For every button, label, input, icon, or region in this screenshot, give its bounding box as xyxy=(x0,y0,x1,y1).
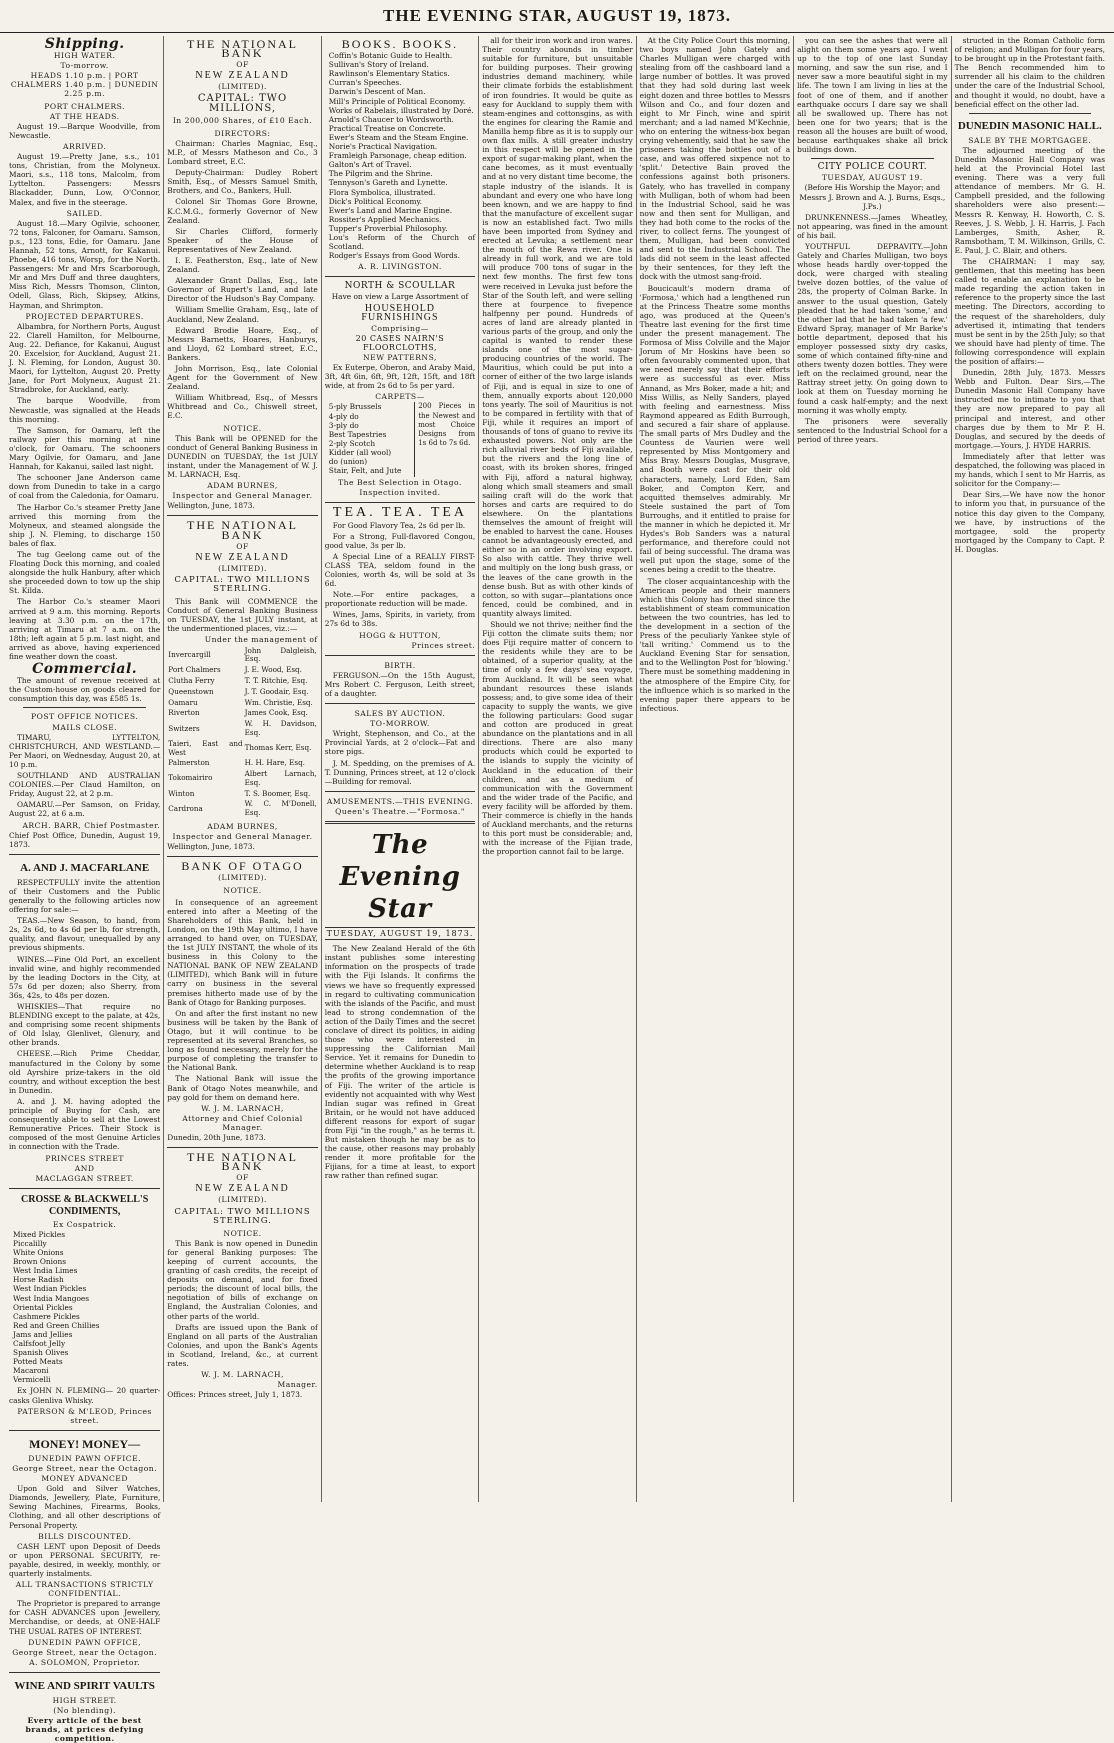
new-zealand-label: NEW ZEALAND xyxy=(195,551,290,563)
list-item: Arnold's Chaucer to Wordsworth. xyxy=(328,114,454,124)
shipping-text: The Harbor Co.'s steamer Pretty Jane arrived this morning from the Molyneux, and steamed alongside the ship J. N. Fleming, to discharge 150 bales of flax. xyxy=(9,502,161,548)
shipping-text: The Samson, for Oamaru, left the railway pier this morning at nine o'clock, for Oamaru. The schooners Mary Ogilvie, for Oamaru, and Jane Hannah, for Kakanui, sailed last night. xyxy=(9,425,161,472)
new-zealand-label: NEW ZEALAND xyxy=(195,1183,290,1195)
ad-text: WINES.—Fine Old Port, an excellent invalid wine, and highly recommended by the leading Doctors in the City, at 57s 6d per dozen; also Sherry, from 36s, 42s, to 48s per dozen. xyxy=(9,954,161,1000)
divider xyxy=(325,703,475,704)
ad-text: Upon Gold and Silver Watches, Diamonds, Jewellery, Plate, Furniture, Sewing Machines, Firearms, Books, Clothing, and all other descriptions of Personal Property. xyxy=(9,1484,161,1530)
agents-heading: Under the management of xyxy=(204,635,318,645)
list-item: Potted Meats xyxy=(13,1357,63,1367)
carpet-list xyxy=(329,402,414,475)
list-item: Coffin's Botanic Guide to Health. xyxy=(328,51,453,61)
paterson-signature: PATERSON & M'LEOD, Princes street. xyxy=(17,1406,152,1425)
shipping-text: The schooner Jane Anderson came down from Dunedin to take in a cargo of coal from the Caledonia, for Oamaru. xyxy=(9,473,161,501)
ad-text: Ex Euterpe, Oberon, and Araby Maid, 3ft, 4ft 6in, 6ft, 9ft, 12ft, 15ft, and 18ft wide, at from 2s 6d to 5s per yard. xyxy=(324,363,476,391)
amusements-heading: AMUSEMENTS.—THIS EVENING. xyxy=(326,796,474,806)
table-row: Tokomairiro Albert Larnach, Esq. xyxy=(168,769,317,787)
mail-text: SOUTHLAND AND AUSTRALIAN COLONIES.—Per Claud Hamilton, on Friday, August 22, at 2 p.m. xyxy=(9,771,161,799)
director-entry: I. E. Featherston, Esq., late of New Zealand. xyxy=(167,255,318,275)
police-court-date: TUESDAY, AUGUST 19. xyxy=(821,173,923,183)
ad-text: RESPECTFULLY invite the attention of their Customers and the Public generally to the following articles now offering for sale:— xyxy=(9,877,161,915)
ad-text: Note.—For entire packages, a proportionate reduction will be made. xyxy=(324,590,476,609)
books-heading: BOOKS. BOOKS. xyxy=(341,37,459,51)
director-entry: Edward Brodie Hoare, Esq., of Messrs Barnetts, Hoares, Hanburys, and Lloyd, 62 Lombard street, E.C., Bankers. xyxy=(167,325,318,362)
list-item: Macaroni xyxy=(13,1366,49,1376)
solomon-signature: A. SOLOMON, Proprietor. xyxy=(29,1657,141,1667)
cospatrick-label: Ex Cospatrick. xyxy=(53,1219,117,1229)
news-text: Dear Sirs,—We have now the honor to inform you that, in pursuance of the notice this day given to the Company, we have, by instructions of the mortgagee, sold the property mortgaged by the Company to Capt. P. H. Douglas. xyxy=(954,490,1106,554)
list-item: Jams and Jellies xyxy=(13,1329,73,1339)
list-item: Red and Green Chillies xyxy=(13,1320,100,1330)
pieces-label: 200 Pieces in the Newest and most Choice Designs from 1s 6d to 7s 6d. xyxy=(414,402,475,477)
post-office-heading: POST OFFICE NOTICES. xyxy=(31,712,139,722)
national-bank-title: THE NATIONAL BANK xyxy=(187,1150,299,1174)
divider xyxy=(9,1430,160,1431)
tea-heading: TEA. TEA. TEA xyxy=(332,505,468,521)
list-item: White Onions xyxy=(13,1248,64,1258)
notice-date: Dunedin, 20th June, 1873. xyxy=(167,1132,266,1142)
larnach-signature: W. J. M. LARNACH, xyxy=(201,1103,284,1113)
column-4 xyxy=(478,36,635,1502)
news-text: The adjourned meeting of the Dunedin Masonic Hall Company was held at the Provincial Hotel last evening. There was a very full attendance of members. Mr G. H. Campbell presided, and the following shareholders were also present:—Messrs R. Kenway, H. Howorth, C. S. Reeves, J. S. Webb, J. H. Harris, J. Fach Lamberges, Smith, Asher, R. Ramsbotham, T. M. Wilkinson, Grills, C. E. Paul, J. C. Blair, and others. xyxy=(954,145,1106,255)
director-entry: Colonel Sir Thomas Gore Browne, K.C.M.G., formerly Governor of New Zealand. xyxy=(167,197,318,225)
larnach-title: Attorney and Chief Colonial Manager. xyxy=(182,1113,303,1132)
projected-label: PROJECTED DEPARTURES. xyxy=(25,311,144,321)
list-item: do (union) xyxy=(328,457,368,467)
patterns-label: NEW PATTERNS, xyxy=(363,353,437,362)
list-item: Horse Radish xyxy=(13,1275,64,1285)
leader-text: all for their iron work and iron wares. Their country abounds in timber suitable for furniture, but unsuitable for building purposes. Their growing industries demand machinery, while their climate forbids the establishment of iron foundries. It would be quite as easy for Auckland to supply them with steam-engines and cottonsgins, as with the engines for clearing the Ramie and Manilla hemp fibre as it is to supply our own flax mills. A still greater industry in this respect will be opened in the export of sugar-making plant, when the cane becomes, as it must eventually and at no very distant time become, the staple industry of the islands. It is abundant and every one who have long been known, and we are happy to find that the manufacture of excellent sugar is now an established fact. Two mills have been imported from Sydney and erected at Levuka; a settlement near the mouth of the Rewa river. One is already in full work, and we are told will produce 700 tons of sugar in the next few months. The first few tons were received in Levuka just before the Star of the South left, and were selling there at fourpence to fivepence halfpenny per pound. Hundreds of acres of land are already planted in various parts of the group, and only the capital is wanted to render these islands one of the most sugar-producing countries of the world. The Mauritius, which could be put into a corner of either of the two large islands of Fiji, and is equal in size to one of them, annually exports about 120,000 tons yearly. The soil of Mauritius is not to be compared in fertility with that of Fiji, while it requires an import of thousands of tons of guano to revive its exhausted powers. Not only are the rich alluvial river beds of Fiji available, but the rivers and the long line of coast, with its broken shores, fringed with Fiji, afford a natural highway, along which small steamers and small sailing craft will do the work that horses and carts are required to do elsewhere. On the plantations themselves the amount of freight will be enabled to harvest the cane. Houses cannot be advantageously erected, and either so in an order involving export. So also with cattle. They thrive well and multiply on the long bush grass, or the leaves of the cane growth in the dense bush. But as with other kinds of cotton, so with sugar—plantations once fenced, could be combined, and in quantity always limited. xyxy=(482,36,633,618)
divider xyxy=(969,113,1091,114)
ad-text: Wines, Jams, Spirits, in variety, from 27s 6d to 38s. xyxy=(324,610,476,629)
list-item: 3-ply do xyxy=(328,420,359,430)
list-item: West Indian Pickles xyxy=(13,1284,87,1294)
queens-theatre-label: Queen's Theatre.—"Formosa." xyxy=(335,806,465,816)
capital-label: CAPITAL: TWO MILLIONS STERLING. xyxy=(174,574,311,594)
directors-label: DIRECTORS: xyxy=(214,128,271,138)
list-item: Vermicelli xyxy=(13,1375,51,1385)
burnes-signature: ADAM BURNES, xyxy=(207,481,278,491)
leader-text: Should we not thrive; neither find the Fiji cotton the climate suits them; nor does Fiji require matter of concern to the residents while they are to be obtained, of a superior quality, at the time of only a few days' sea voyage, from Auckland. It will be seen what abundant resources these islands possess; and, to give some idea of their capacity to supply the wants, we give the following particulars: Good sugar and cotton are produced in great abundance on the plantations and in all directions. There are also many products which could be exported to the islands to supply the vicinity of Auckland in the education of their children, and as a medium of communication with the Government and the wider trade of the Pacific, and every facility will be afforded by them. Their commerce is chiefly in the hands of Auckland merchants, and the returns to this port must be considerable; and, with the increase of the Fijian trade, the proportion cannot fail to be large. xyxy=(482,620,633,857)
capital-label: CAPITAL: TWO MILLIONS STERLING. xyxy=(174,1206,311,1226)
shares-label: In 200,000 Shares, of £10 Each. xyxy=(172,115,313,125)
newspaper-page xyxy=(6,36,1108,1743)
household-heading: HOUSEHOLD FURNISHINGS xyxy=(361,302,439,323)
divider xyxy=(167,856,317,857)
commercial-heading: Commercial. xyxy=(32,661,138,678)
pawn-office-label: DUNEDIN PAWN OFFICE, xyxy=(28,1637,142,1647)
table-row: Clutha Ferry T. T. Ritchie, Esq. xyxy=(168,675,308,685)
news-text: The closer acquaintanceship with the American people and their manners which this Colony has formed since the establishment of steam communication between the two countries, has led to the development in a section of the Press of the peculiarly Yankee style of 'tall writing.' Commend us to the Auckland Evening Star for sensation, and to the Wellington Post for 'blowing.' There must be something maddening in the atmosphere of the Empire City, for the influence which is so marked in the evening paper there appears to be infectious. xyxy=(639,576,791,713)
tomorrow-label: To-morrow. xyxy=(60,61,109,71)
notice-text: On and after the first instant no new business will be taken by the Bank of Otago, but it will continue to be represented at its several Branches, so long as found necessary, merely for the purpose of completing the transfer to the National Bank. xyxy=(167,1008,318,1073)
shipping-text: August 19.—Pretty Jane, s.s., 101 tons, Christian, from the Molyneux. Maori, s.s., 118 tons, Malcolm, from Lyttelton. Passengers: Messrs Blackadder, Dunn, Low, O'Connor, Malex, and five in the steerage. xyxy=(9,152,161,207)
table-row: Switzers W. H. Davidson, Esq. xyxy=(168,719,317,737)
national-bank-title: THE NATIONAL BANK xyxy=(187,518,299,542)
list-item: Practical Treatise on Concrete. xyxy=(328,123,446,133)
column-3 xyxy=(321,36,478,1502)
news-text: structed in the Roman Catholic form of religion; and Mulligan for four years, to be brought up in the Protestant faith. The Bench recommended him to surrender all his claim to the children under the care of the Industrial School, and thought it would, no doubt, have a beneficial effect on the other lad. xyxy=(954,36,1106,109)
table-row: Riverton James Cook, Esq. xyxy=(168,708,308,718)
notice-label: NOTICE. xyxy=(223,423,262,433)
table-row: Queenstown J. T. Goodair, Esq. xyxy=(168,686,309,696)
money-advanced-label: MONEY ADVANCED xyxy=(41,1474,128,1484)
of-label: OF xyxy=(236,60,249,70)
list-item: The Pilgrim and the Shrine. xyxy=(328,169,433,179)
notice-text: In consequence of an agreement entered into after a Meeting of the Shareholders of this Bank, held in London, on the 19th May ultimo, I have arranged to hand over, on TUESDAY, the 1st JULY INSTANT, the whole of its business in this Colony to the NATIONAL BANK OF NEW ZEALAND (LIMITED), which Bank will in future carry on business in the several premises hitherto made use of by the Bank of Otago for Banking purposes. xyxy=(167,897,318,1007)
director-entry: Sir Charles Clifford, formerly Speaker of the House of Representatives of New Zealand. xyxy=(167,226,318,254)
director-entry: Deputy-Chairman: Dudley Robert Smith, Esq., of Messrs Samuel Smith, Brothers, and Co., Bankers, Hull. xyxy=(167,168,318,196)
of-label: OF xyxy=(236,1173,249,1183)
divider xyxy=(9,854,160,855)
notice-label: NOTICE. xyxy=(223,1228,262,1238)
post-office-date: Chief Post Office, Dunedin, August 19, 1873. xyxy=(9,830,161,849)
ad-text: For a Strong, Full-flavored Congou, good value, 3s per lb. xyxy=(324,531,476,550)
condiment-list xyxy=(13,1230,160,1385)
every-article-label: Every article of the best brands, at prices defying competition. xyxy=(25,1716,144,1743)
wine-vaults-heading: WINE AND SPIRIT VAULTS xyxy=(14,1679,155,1692)
notice-label: NOTICE. xyxy=(223,885,262,895)
list-item: Sullivan's Story of Ireland. xyxy=(328,60,429,70)
table-row: Palmerston H. H. Hare, Esq. xyxy=(168,758,305,768)
bills-label: BILLS DISCOUNTED. xyxy=(38,1531,132,1541)
limited-label: (LIMITED). xyxy=(218,1195,267,1205)
police-court-bench: (Before His Worship the Mayor; and Messrs J. Brown and A. J. Burns, Esqs., J.Ps.) xyxy=(799,183,946,211)
notice-text: This Bank will COMMENCE the Conduct of General Banking Business on TUESDAY, the 1st JULY instant, at the undermentioned places, viz.:— xyxy=(167,597,318,634)
agents-table xyxy=(167,646,317,820)
masthead-title: THE EVENING STAR, AUGUST 19, 1873. xyxy=(383,6,731,25)
and-label: AND xyxy=(74,1163,95,1173)
mortgagee-sale-label: SALE BY THE MORTGAGEE. xyxy=(968,135,1092,145)
tomorrow-label: TO-MORROW. xyxy=(370,719,430,729)
shipping-text: August 18.—Mary Ogilvie, schooner, 72 tons, Falconer, for Oamaru. Samson, p.s., 123 tons, Edie, for Oamaru. Jane Hannah, 52 tons, Arnott, for Kakanui. Phoebe, 416 tons, Worsp, for the North. Passengers: Mr and Mrs Scarborough, Mr and Mrs Duff and three daughters, Miss Rich, Messrs Thomson, Clinton, Odell, Glass, Rich, Skipsey, Atkins, Hayman, and Shrimpton. xyxy=(9,218,161,310)
high-water-heading: HIGH WATER. xyxy=(53,51,116,61)
carpets-label: CARPETS— xyxy=(375,392,425,402)
george-street-label: George Street, near the Octagon. xyxy=(12,1647,158,1657)
manager-title: Manager. xyxy=(277,1380,318,1390)
director-entry: John Morrison, Esq., late Colonial Agent for the Government of New Zealand. xyxy=(167,364,318,392)
list-item: 5-ply Brussels xyxy=(328,402,382,412)
dateline: TUESDAY, AUGUST 19, 1873. xyxy=(325,927,475,940)
news-text: you can see the ashes that were all alight on them some years ago. I went up to the top of one last Sunday morning, and saw the sun rise, and I never saw a more beautiful sight in my life. The town I am living in lies at the foot of one of them, and if another earthquake occurs I dare say we shall all be swallowed up. There has not been one for two years; that is the reason all the houses are built of wood, because earthquakes shake all brick buildings down. xyxy=(797,36,948,155)
high-street-label: HIGH STREET. xyxy=(52,1695,117,1705)
burnes-signature: ADAM BURNES, xyxy=(207,822,278,832)
crosse-heading: CROSSE & BLACKWELL'S CONDIMENTS, xyxy=(21,1193,149,1217)
news-text: Immediately after that letter was despatched, the following was placed in my hands, which I sent to Mr Harris, as solicitor for the Company:— xyxy=(954,451,1106,489)
best-selection-label: The Best Selection in Otago. xyxy=(338,478,462,488)
column-1 xyxy=(6,36,163,1743)
money-heading: MONEY! MONEY— xyxy=(29,1436,141,1451)
list-item: 2-ply Scotch xyxy=(328,438,376,448)
comprising-label: Comprising— xyxy=(371,323,429,333)
bank-of-otago-title: BANK OF OTAGO xyxy=(181,859,304,874)
list-item: Tennyson's Gareth and Lynette. xyxy=(328,178,448,188)
list-item: Best Tapestries xyxy=(328,429,387,439)
book-list xyxy=(329,51,475,260)
ad-text: WHISKIES—That require no BLENDING except to the palate, at 42s, and comprising some recent shipments of Old Islay, Glenlivet, Glenury, and other brands. xyxy=(9,1002,161,1048)
divider xyxy=(325,655,475,656)
tide-table: HEADS 1.10 p.m. | PORT CHALMERS 1.40 p.m. | DUNEDIN 2.25 p.m. xyxy=(10,71,159,99)
ad-text: A. and J. M. having adopted the principle of Buying for Cash, are consequently able to sell at the Lowest Remunerative Prices. Their Stock is composed of the most Genuine Articles in connection with the Trade. xyxy=(9,1096,161,1152)
list-item: Tupper's Proverbial Philosophy. xyxy=(328,223,448,233)
list-item: Ewer's Steam and the Steam Engine. xyxy=(328,132,469,142)
mail-text: TIMARU, LYTTELTON, CHRISTCHURCH, AND WESTLAND.—Per Maori, on Wednesday, August 20, at 10 p.m. xyxy=(9,732,161,769)
port-chalmers-heading: PORT CHALMERS. xyxy=(44,101,126,111)
news-text: At the City Police Court this morning, two boys named John Gately and Charles Mulligan were charged with stealing from off the cashboard land a large number of bottles. It was proved that they had sold during last week eight dozen and three bottles to Messrs Wilson and Co., and four dozen and eight to Mr Finch, wine and spirit merchant; and a lad named M'Kechnie, who on entering the witness-box began crying vehemently, said that he saw the prisoners taking the bottles out of a case, and was offered sixpence not to 'split.' Detective Bain proved the confessions against both prisoners. Gately, who has travelled in company with Mulligan, both of whom had been in the Industrial School, said he was now and then sent for Mulligan, and they had both come to the rocks of the river, to collect ferns. The youngest of them, Mulligan, had been convicted and sent to the Industrial School. The lads did not seem in the least affected by their sentences, for they left the dock with the utmost sang-froid. xyxy=(639,36,791,282)
list-item: Stair, Felt, and Jute xyxy=(328,466,402,476)
limited-label: (LIMITED). xyxy=(218,873,267,883)
newspaper-masthead xyxy=(0,0,1114,33)
maclaggan-label: MACLAGGAN STREET. xyxy=(35,1173,134,1183)
limited-label: (LIMITED). xyxy=(218,563,267,573)
divider xyxy=(325,791,475,792)
list-item: Curran's Speeches. xyxy=(328,78,402,88)
cases-label: 20 CASES NAIRN'S FLOORCLOTHS, xyxy=(355,333,445,352)
notice-text: The National Bank will issue the Bank of Otago Notes meanwhile, and pay gold for them on demand here. xyxy=(167,1074,318,1102)
column-6 xyxy=(793,36,950,1502)
divider xyxy=(325,502,475,503)
list-item: Flora Symbolica, illustrated. xyxy=(328,187,436,197)
notice-date: Wellington, June, 1873. xyxy=(167,501,255,511)
mails-close-label: MAILS CLOSE. xyxy=(52,722,118,732)
princes-street-label: PRINCES STREET xyxy=(45,1153,124,1163)
divider xyxy=(325,821,475,824)
leader-text: The New Zealand Herald of the 6th instant publishes some interesting information on the prospects of trade with the Fiji Islands. It confirms the views we have so frequently expressed in regard to cultivating communication with the islands of the Pacific, and must lead to strong condemnation of the action of the Daily Times and the secret conclave of direct its politics, in aiding those who were interested in suppressing the Californian Mail Service. Yet it remains for Dunedin to determine whether Auckland is to reap the profits of the growing importance of Fiji. The writer of the article is evidently not acquainted with why West Indian sugar was refined in Great Britain, or he would not have adduced different reasons for export of sugar from Fiji "in the rough," as he terms it. But mistaken though he may be as to the cause, other reasons may probably render it more profitable for the Fijians, for a time at least, to export raw rather than refined sugar. xyxy=(324,944,476,1181)
confidential-label: ALL TRANSACTIONS STRICTLY CONFIDENTIAL. xyxy=(15,1580,154,1599)
mail-text: OAMARU.—Per Samson, on Friday, August 22, at 6 a.m. xyxy=(9,800,161,819)
ad-text: For Good Flavory Tea, 2s 6d per lb. xyxy=(332,520,466,530)
court-text: The prisoners were severally sentenced to the Industrial School for a period of three years. xyxy=(797,416,948,444)
arrived-label: ARRIVED. xyxy=(63,141,107,151)
larnach-signature: W. J. M. LARNACH, xyxy=(201,1370,284,1380)
burnes-title: Inspector and General Manager. xyxy=(172,491,313,501)
notice-date: Wellington, June, 1873. xyxy=(167,842,255,852)
new-zealand-label: NEW ZEALAND xyxy=(195,70,290,82)
sales-heading: SALES BY AUCTION. xyxy=(354,709,446,719)
list-item: Brown Onions xyxy=(13,1257,67,1267)
princes-street-label: Princes street. xyxy=(411,640,476,650)
column-7 xyxy=(951,36,1108,1502)
masonic-hall-heading: DUNEDIN MASONIC HALL. xyxy=(957,119,1102,132)
ad-text: CASH LENT upon Deposit of Deeds or upon PERSONAL SECURITY, re-payable, desired, in weekly, monthly, or quarterly instalments. xyxy=(9,1541,161,1578)
court-text: DRUNKENNESS.—James Wheatley, not appearing, was fined in the amount of his bail. xyxy=(797,212,948,240)
pawn-office-label: DUNEDIN PAWN OFFICE. xyxy=(28,1453,142,1463)
news-text: The CHAIRMAN: I may say, gentlemen, that this meeting has been called to enable an explanation to be made regarding the action taken in reference to the property since the last meeting. The Directors, according to the request of the shareholders, duly advertised it, intimating that tenders must be sent in by the 25th July; so that we should have had plenty of time. The following correspondence will explain the position of affairs:— xyxy=(954,256,1106,366)
auction-text: Wright, Stephenson, and Co., at the Provincial Yards, at 2 o'clock—Fat and store pigs. xyxy=(324,729,476,757)
of-label: OF xyxy=(236,541,249,551)
shipping-text: August 19.—Barque Woodville, from Newcastle. xyxy=(9,121,161,140)
divider xyxy=(9,1672,160,1673)
ad-text: Have on view a Large Assortment of xyxy=(331,292,469,302)
list-item: Norie's Practical Navigation. xyxy=(328,142,438,152)
news-text: Dunedin, 28th July, 1873. Messrs Webb and Fulton. Dear Sirs,—The Dunedin Masonic Hall Company have instructed me to intimate to you that they are now prepared to pay all principal and interest, and other charges due by them to Mr P. H. Douglas, and secured by the deeds of mortgage.—Yours, J. HYDE HARRIS. xyxy=(954,368,1106,450)
director-entry: Alexander Grant Dallas, Esq., late Governor of Rupert's Land, and late Director of the Hudson's Bay Company. xyxy=(167,276,318,304)
divider xyxy=(167,515,317,516)
column-5 xyxy=(636,36,793,1502)
shipping-text: The barque Woodville, from Newcastle, was signalled at the Heads this morning. xyxy=(9,396,161,424)
commercial-text: The amount of revenue received at the Custom-house on goods cleared for consumption this day, was £585 1s. xyxy=(9,676,161,704)
auction-text: J. M. Spedding, on the premises of A. T. Dunning, Princes street, at 12 o'clock—Building for removal. xyxy=(324,758,476,786)
shipping-heading: Shipping. xyxy=(44,36,125,52)
evening-star-nameplate: The Evening Star xyxy=(339,830,461,925)
divider xyxy=(167,1147,317,1148)
list-item: Rossiter's Applied Mechanics. xyxy=(328,214,442,224)
list-item: Oriental Pickles xyxy=(13,1302,73,1312)
column-2 xyxy=(163,36,320,1502)
national-bank-title: THE NATIONAL BANK xyxy=(187,37,299,61)
news-text: Boucicault's modern drama of 'Formosa,' which had a lengthened run at the Princess Theatre some months ago, was produced at the Queen's Theatre last evening for the first time under the present management. The Formosa of Miss Colville and the Major Jorum of Mr Hoskins have been so often favourably commented upon, that we need merely say that their efforts were as successful as ever. Miss Annand, as Mrs Boker, made a hit; and Miss Willis, as Nelly Sanders, played with feeling and earnestness. Miss Raymond appeared as Edith Burrough, and secured a fair share of applause. The small parts of Mrs Dudley and the Countess de Vaurien were well represented by Miss Montgomery and Miss Bray. Messrs Douglas, Musgrave, and Booth were cast for their old characters, namely, Lord Eden, Sam Boker, and Compton Kerr, and acquitted themselves admirably. Mr Steele sustained the part of Tom Burroughs, and it entitled to praise for the manner in which he depicted it. Mr Hydes's Bob Sanders was a natural performance, and therefore could not fail of being successful. The drama was well put upon the stage, some of the scenes being a credit to the theatre. xyxy=(639,283,791,575)
ad-text: Ex JOHN N. FLEMING— 20 quarter-casks Glenliva Whisky. xyxy=(9,1386,161,1405)
divider xyxy=(23,707,146,708)
carpets-block xyxy=(325,402,475,477)
list-item: Works of Rabelais, illustrated by Doré. xyxy=(328,105,474,115)
list-item: Piccalilly xyxy=(13,1238,47,1248)
list-item: Mixed Pickles xyxy=(13,1229,66,1239)
capital-label: CAPITAL: TWO MILLIONS, xyxy=(197,93,288,114)
list-item: 4-ply do xyxy=(328,411,359,421)
table-row: Winton T. S. Boomer, Esq. xyxy=(168,788,311,798)
birth-heading: BIRTH. xyxy=(384,660,416,670)
list-item: Galton's Art of Travel. xyxy=(328,160,412,170)
shipping-text: The tug Geelong came out of the Floating Dock this morning, and coaled alongside the hulk Hanbury, after which she proceeded down to tow up the ship St. Kilda. xyxy=(9,549,161,596)
list-item: Cashmere Pickles xyxy=(13,1311,80,1321)
director-entry: William Smellie Graham, Esq., late of Auckland, New Zealand. xyxy=(167,305,318,324)
table-row: Cardrona W. C. M'Donell, Esq. xyxy=(168,799,317,818)
list-item: Dick's Political Economy. xyxy=(328,196,423,206)
shipping-text: The Harbor Co.'s steamer Maori arrived at 9 a.m. this morning. Reports leaving at 3.30 p.m. on the 17th, arriving at Timaru at 7 a.m. on the 18th; left again at 5 p.m. last night, and arrived as above, having experienced fine weather down the coast. xyxy=(9,597,161,661)
table-row: Oamaru Wm. Christie, Esq. xyxy=(168,697,313,707)
police-court-heading: CITY POLICE COURT. xyxy=(817,162,928,173)
divider xyxy=(325,276,475,277)
george-street-label: George Street, near the Octagon. xyxy=(12,1463,158,1473)
ad-text: CHEESE.—Rich Prime Cheddar, manufactured in the Colony by some old Ayrshire prize-takers in the old country, and without exception the best in Dunedin. xyxy=(9,1049,161,1095)
list-item: West India Mangoes xyxy=(13,1293,90,1303)
shipping-text: Albambra, for Northern Ports, August 22. Clarell Hamilton, for Melbourne, Aug. 22. Defiance, for Kakanui, August 20. Excelsior, for Auckland, August 21. J. N. Fleming, for London, August 30. Maori, for Lyttelton, August 20. Pretty Jane, for Port Molyneux, August 21. Stradbroke, for Auckland, early. xyxy=(9,321,161,395)
list-item: Spanish Olives xyxy=(13,1348,69,1358)
at-heads-label: AT THE HEADS. xyxy=(49,111,120,121)
list-item: Calfsfoot Jelly xyxy=(13,1339,66,1348)
court-text: YOUTHFUL DEPRAVITY.—John Gately and Charles Mulligan, two boys whose heads hardly over-topped the dock, were charged with stealing twelve dozen bottles, of the value of 28s, the property of Colman Barke. In answer to the usual question, Gately pleaded that he had taken 'some,' and the other lad that he had taken 'a few.' Edward Spray, manager of Mr Barke's bottle department, deposed that his employer possessed sixty dry casks, some of which contained fifty-nine and others twenty dozen bottles. They were left on the reclaimed ground, near the Rattray street jetty. On going down to look at them on Tuesday morning he found a cask half-empty; and the next morning it was wholly empty. xyxy=(797,241,948,415)
notice-text: This Bank will be OPENED for the conduct of General Banking Business in DUNEDIN on TUESDAY, the 1st JULY instant, under the Management of W. J. M. LARNACH, Esq. xyxy=(167,433,318,480)
list-item: Rodger's Essays from Good Words. xyxy=(328,251,460,261)
ad-text: The Proprietor is prepared to arrange for CASH ADVANCES upon Jewellery, Merchandise, or deeds, at ONE-HALF THE USUAL RATES OF INTEREST. xyxy=(9,1599,161,1636)
table-row: Port Chalmers J. E. Wood, Esq. xyxy=(168,665,302,675)
burnes-title: Inspector and General Manager. xyxy=(172,832,313,842)
list-item: Lou's Reform of the Church of Scotland. xyxy=(328,232,476,252)
offices-label: Offices: Princes street, July 1, 1873. xyxy=(167,1390,303,1400)
list-item: Kidder (all wool) xyxy=(328,447,392,457)
list-item: Mill's Principle of Political Economy. xyxy=(328,96,466,106)
limited-label: (LIMITED). xyxy=(218,82,267,92)
notice-text: Drafts are issued upon the Bank of England on all parts of the Australian Colonies, and upon the Bank's Agents in Scotland, Ireland, &c., at current rates. xyxy=(167,1322,318,1369)
postmaster-signature: ARCH. BARR, Chief Postmaster. xyxy=(22,820,161,830)
ad-text: TEAS.—New Season, to hand, from 2s, 2s 6d, to 4s 6d per lb, for strength, quality, and flavour, unequalled by any previous shipments. xyxy=(9,916,161,953)
director-entry: Chairman: Charles Magniac, Esq., M.P., of Messrs Matheson and Co., 3 Lombard street, E.C. xyxy=(167,138,318,167)
divider xyxy=(9,1188,160,1189)
list-item: Darwin's Descent of Man. xyxy=(328,87,426,97)
sailed-label: SAILED. xyxy=(66,208,103,218)
macfarlane-heading: A. AND J. MACFARLANE xyxy=(20,861,150,874)
list-item: Ewer's Land and Marine Engine. xyxy=(328,205,453,215)
hogg-hutton-signature: HOGG & HUTTON, xyxy=(359,630,441,640)
livingston-signature: A. R. LIVINGSTON. xyxy=(358,262,442,272)
list-item: Rawlinson's Elementary Statics. xyxy=(328,69,450,79)
table-row: Invercargill John Dalgleish, Esq. xyxy=(168,645,317,664)
notice-text: This Bank is now opened in Dunedin for general Banking purposes: The keeping of current accounts, the granting of cash credits, the receipt of deposits on demand, and for fixed periods; the discount of local bills, the negotiation of bills of exchange on England, the Australian Colonies, and other parts of the world. xyxy=(167,1238,318,1321)
inspection-label: Inspection invited. xyxy=(359,488,441,498)
director-entry: William Whitbread, Esq., of Messrs Whitbread and Co., Chiswell street, E.C. xyxy=(167,393,318,421)
table-row: Taieri, East and West Thomas Kerr, Esq. xyxy=(168,738,312,757)
birth-notice: FERGUSON.—On the 15th August, Mrs Robert C. Ferguson, Leith street, of a daughter. xyxy=(324,670,476,698)
divider xyxy=(811,158,933,159)
no-blending-label: (No blending). xyxy=(53,1706,116,1715)
list-item: West India Limes xyxy=(13,1266,78,1276)
north-scoullar-label: NORTH & SCOULLAR xyxy=(344,281,456,292)
list-item: Framleigh Parsonage, cheap edition. xyxy=(328,151,467,161)
ad-text: A Special Line of a REALLY FIRST-CLASS TEA, seldom found in the Colonies, worth 4s, will be sold at 3s 6d. xyxy=(324,551,476,589)
